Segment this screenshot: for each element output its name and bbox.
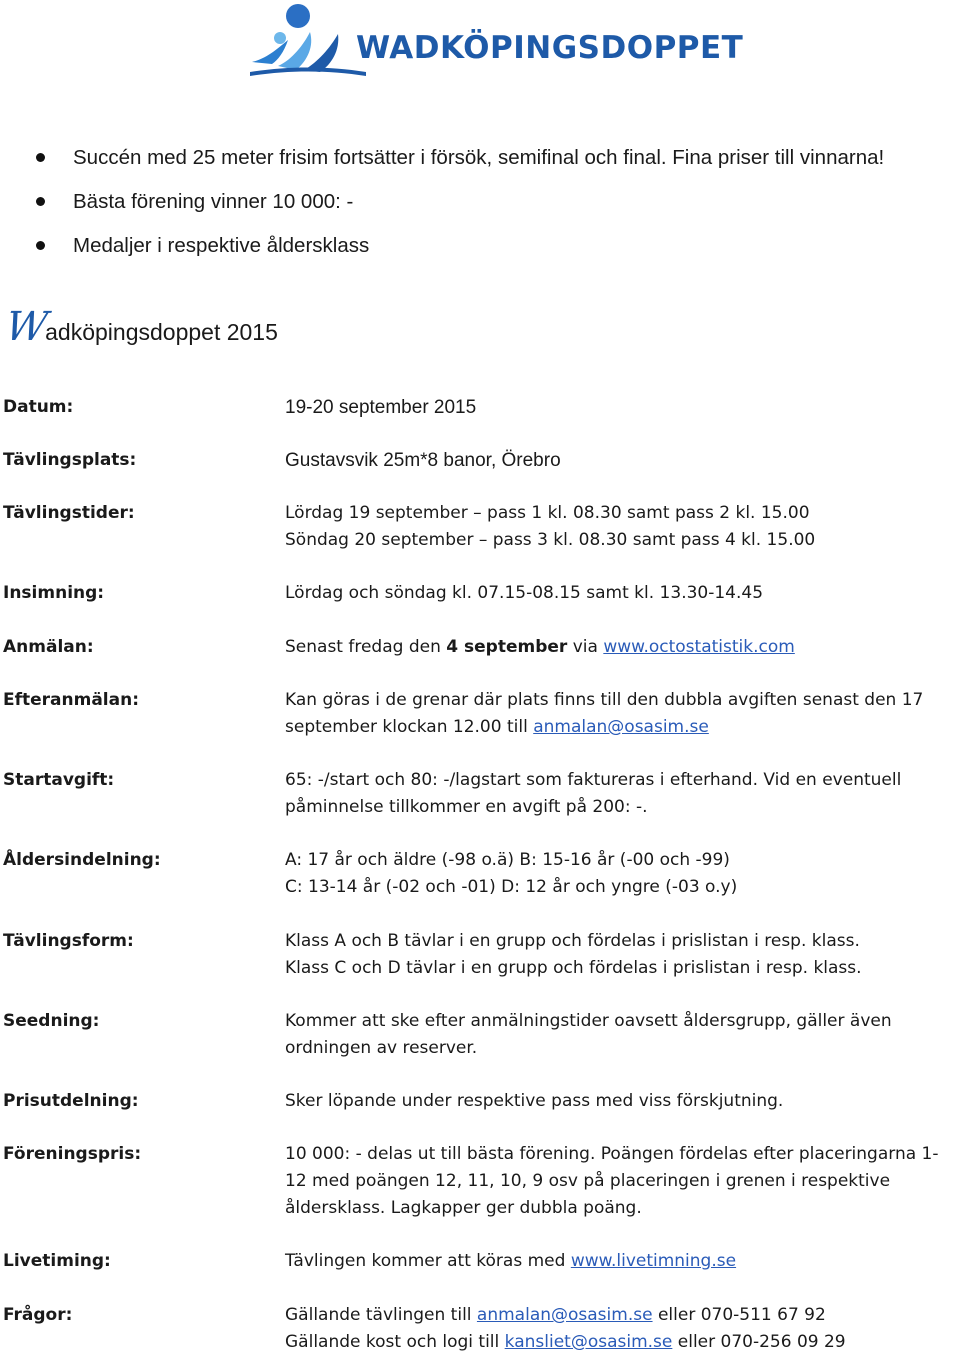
anmalan-email-link[interactable]: anmalan@osasim.se xyxy=(476,1305,653,1325)
kansliet-email-link[interactable]: kansliet@osasim.se xyxy=(504,1332,673,1352)
value-startavgift-line1: 65: -/start och 80: -/lagstart som faktureras i efterhand. Vid en eventuell xyxy=(285,770,902,790)
label-datum: Datum: xyxy=(3,397,74,417)
value-prisutdelning: Sker löpande under respektive pass med viss förskjutning. xyxy=(285,1091,784,1111)
label-seedning: Seedning: xyxy=(3,1011,100,1031)
page-title xyxy=(2,304,278,350)
label-anmalan: Anmälan: xyxy=(3,637,94,657)
value-tavlingstider-line2: Söndag 20 september – pass 3 kl. 08.30 samt pass 4 kl. 15.00 xyxy=(285,530,816,550)
value-tavlingsform-line1: Klass A och B tävlar i en grupp och fördelas i prislistan i resp. klass. xyxy=(285,931,860,951)
list-item: Succén med 25 meter frisim fortsätter i försök, semifinal och final. Fina priser till vinnarna! xyxy=(0,143,960,173)
octostatistik-link[interactable]: www.octostatistik.com xyxy=(603,637,795,657)
value-datum: 19-20 september 2015 xyxy=(285,397,477,418)
value-tavlingsplats: Gustavsvik 25m*8 banor, Örebro xyxy=(285,450,561,471)
value-tavlingstider-line1: Lördag 19 september – pass 1 kl. 08.30 samt pass 2 kl. 15.00 xyxy=(285,503,810,523)
value-foreningspris-line1: 10 000: - delas ut till bästa förening. Poängen fördelas efter placeringarna 1- xyxy=(285,1144,939,1164)
value-aldersindelning-line2: C: 13-14 år (-02 och -01) D: 12 år och yngre (-03 o.y) xyxy=(285,877,738,897)
label-aldersindelning: Åldersindelning: xyxy=(3,850,161,870)
value-seedning-line2: ordningen av reserver. xyxy=(285,1038,478,1058)
value-livetiming: Tävlingen kommer att köras med www.livetimning.se xyxy=(285,1251,737,1271)
value-startavgift-line2: påminnelse tillkommer en avgift på 200: -. xyxy=(285,797,648,817)
logo-wordmark: WADKÖPINGSDOPPET xyxy=(356,30,744,66)
deadline-date: 4 september xyxy=(446,637,568,657)
label-fragor: Frågor: xyxy=(3,1305,73,1325)
list-item: Bästa förening vinner 10 000: - xyxy=(0,187,960,217)
bullet-icon xyxy=(36,197,45,206)
value-fragor-line1: Gällande tävlingen till anmalan@osasim.se eller 070-511 67 92 xyxy=(285,1305,826,1325)
value-efteranmalan-line1: Kan göras i de grenar där plats finns till den dubbla avgiften senast den 17 xyxy=(285,690,924,710)
label-tavlingsplats: Tävlingsplats: xyxy=(3,450,137,470)
livetimning-link[interactable]: www.livetimning.se xyxy=(570,1251,737,1271)
label-efteranmalan: Efteranmälan: xyxy=(3,690,140,710)
anmalan-email-link[interactable]: anmalan@osasim.se xyxy=(533,717,709,737)
value-aldersindelning-line1: A: 17 år och äldre (-98 o.ä) B: 15-16 år (-00 och -99) xyxy=(285,850,730,870)
label-prisutdelning: Prisutdelning: xyxy=(3,1091,139,1111)
bullet-icon xyxy=(36,153,45,162)
value-insimning: Lördag och söndag kl. 07.15-08.15 samt kl. 13.30-14.45 xyxy=(285,583,764,603)
list-item: Medaljer i respektive åldersklass xyxy=(0,231,960,261)
value-foreningspris-line2: 12 med poängen 12, 11, 10, 9 osv på placeringen i grenen i respektive xyxy=(285,1171,891,1191)
value-seedning-line1: Kommer att ske efter anmälningstider oavsett åldersgrupp, gäller även xyxy=(285,1011,892,1031)
label-foreningspris: Föreningspris: xyxy=(3,1144,142,1164)
value-tavlingsform-line2: Klass C och D tävlar i en grupp och fördelas i prislistan i resp. klass. xyxy=(285,958,862,978)
bullet-icon xyxy=(36,241,45,250)
heading-initial: W xyxy=(2,304,49,350)
heading-text: adköpingsdoppet 2015 xyxy=(45,319,278,345)
wadkopingsdoppet-logo xyxy=(248,0,744,78)
value-fragor-line2: Gällande kost och logi till kansliet@osasim.se eller 070-256 09 29 xyxy=(285,1332,846,1352)
label-startavgift: Startavgift: xyxy=(3,770,115,790)
label-insimning: Insimning: xyxy=(3,583,105,603)
value-efteranmalan-line2: september klockan 12.00 till anmalan@osasim.se xyxy=(285,717,709,737)
label-livetiming: Livetiming: xyxy=(3,1251,111,1271)
value-anmalan: Senast fredag den 4 september via www.octostatistik.com xyxy=(285,637,795,657)
label-tavlingsform: Tävlingsform: xyxy=(3,931,134,951)
water-splash-icon xyxy=(248,0,368,78)
label-tavlingstider: Tävlingstider: xyxy=(3,503,135,523)
value-foreningspris-line3: åldersklass. Lagkapper ger dubbla poäng. xyxy=(285,1198,642,1218)
